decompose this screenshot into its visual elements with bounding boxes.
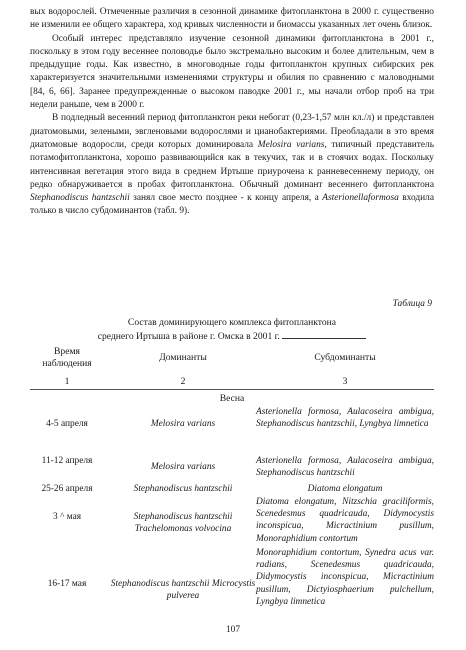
row-2-subdominants: Asterionella formosa, Aulacoseira ambigua, Stephanodiscus hantzschii [256,456,434,479]
paragraph-3-part-3: занял свое место позднее - к концу апреля, а [129,193,323,204]
row-3-subdominants: Diatoma elongatum [307,484,383,494]
page-number: 107 [225,625,241,635]
column-number-2: 2 [180,376,186,387]
row-3-time: 25-26 апреля [41,484,93,494]
species-melosira: Melosira varians, [257,139,327,150]
caption-line-1: Состав доминирующего комплекса фитопланктона [127,317,337,328]
header-subdominants: Субдоминанты [314,352,376,363]
paragraph-2: Особый интерес представляло изучение сезонной динамики фитопланктона в 2001 г., поскольку в этом году весеннее половодье было экстремально высоким и более длительным, чем в предыдущие годы. Как известно, в многоводные годы фитопланктон крупных сибирских рек характеризуется значительными изменениями структуры и обилия по сравнению с маловодными [84, 6, 66]. Заранее предупрежденные о высоком паводке 2001 г., мы начали отбор проб на три недели раньше, чем в 2000 г. [30,33,434,111]
row-5-subdominants: Monoraphidium contortum, Synedra acus var. radians, Scenedesmus quadricauda, Didymocystis inconspicua, Micractinium pusillum, Dictyiosphaerium pulchellum, Lyngbya limnetica [256,548,434,607]
row-5-dominants: Stephanodiscus hantzschii Microcystis pulverea [110,579,256,602]
column-number-3: 3 [342,376,348,387]
row-1-time: 4-5 апреля [46,419,88,429]
paragraph-3-part-1: В подледный весенний период фитопланктон реки небогат (0,23-1,57 млн кл./л) и представлен диатомовыми, зелеными, эвгленовыми водорослями и цианобактериями. Преобладали в это время диатомовые водоросли, среди которых доминировала [30,113,434,150]
header-dominants: Доминанты [159,352,207,363]
table-caption [30,316,434,343]
row-4-dominants: Stephanodiscus hantzschii Trachelomonas volvocina [133,512,233,535]
row-4-time: 3 ^ мая [52,512,82,522]
row-3-dominants: Stephanodiscus hantzschii [133,484,233,494]
body-text [30,6,434,219]
header-time: Время наблюдения [42,346,92,369]
species-stephanodiscus: Stephanodiscus hantzschii [30,193,130,204]
table-divider [30,389,434,390]
row-1-dominants: Melosira varians [150,419,216,429]
table-label: Таблица 9 [392,299,432,309]
season-label: Весна [219,393,245,404]
species-asterionella: Asterionellaformosa [322,193,399,204]
row-2-time: 11-12 апреля [41,456,93,466]
paragraph-3-part-4: входила только в число субдоминантов (табл. 9). [30,193,435,217]
row-1-subdominants: Asterionella formosa, Aulacoseira ambigua, Stephanodiscus hantzschii, Lyngbya limnetica [256,407,434,430]
paragraph-1: вых водорослей. Отмеченные различия в сезонной динамике фитопланктона в 2000 г. существенно не изменили ее общего характера, ход кривых численности и биомассы указанных лет очень близок. [30,7,434,31]
caption-blank-line [282,329,366,339]
column-number-1: 1 [64,376,70,387]
paragraph-3 [30,112,434,218]
row-4-subdominants: Diatoma elongatum, Nitzschia graciliformis, Scenedesmus quadricauda, Didymocystis inconspicua, Micractinium pusillum, Monoraphidium contortum [256,497,434,544]
paragraph-3-part-2: типичный представитель потамофитопланктона, хорошо развивающийся как в текучих, так и в стоячих водах. Поскольку интенсивная вегетация этого вида в среднем Иртыше приурочена к ранневесеннему периоду, он редко обнаруживается в пробах фитопланктона. Обычный доминант весеннего фитопланктона [30,139,434,190]
caption-line-2: среднего Иртыша в районе г. Омска в 2001 г. [97,331,280,342]
row-5-time: 16-17 мая [47,579,87,589]
row-2-dominants: Melosira varians [150,462,216,472]
